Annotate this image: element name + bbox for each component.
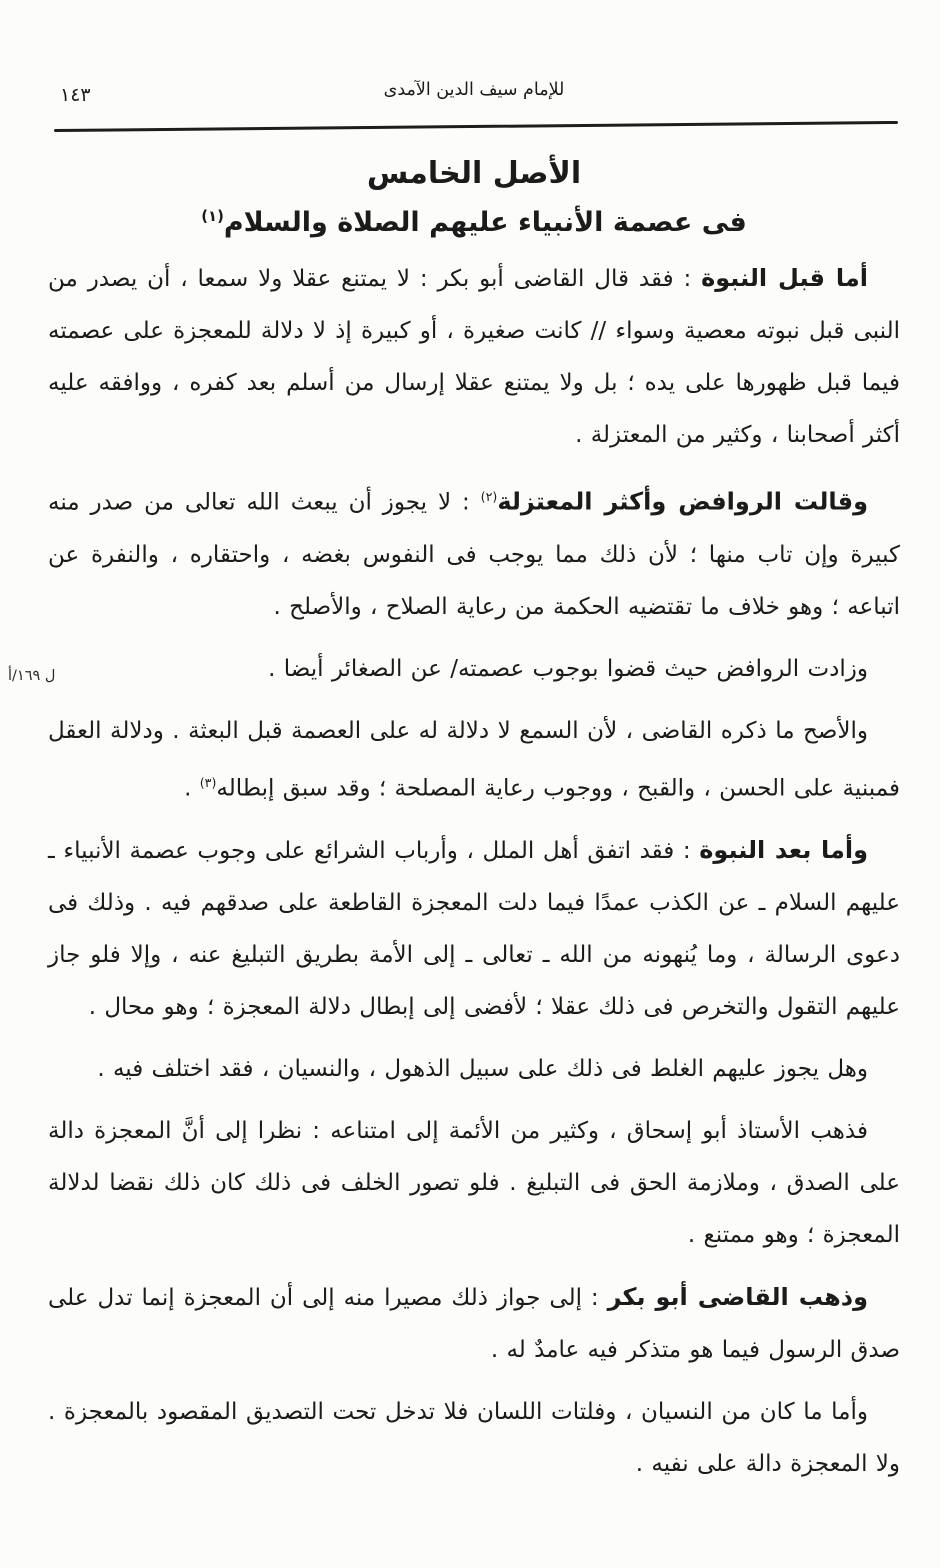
paragraph-text: : فقد اتفق أهل الملل ، وأرباب الشرائع على وجوب عصمة الأنبياء ـ عليهم السلام ـ عن الكذب عمدًا فيما دلت المعجزة القاطعة على صدقهم فيه . وذلك فى دعوى الرسالة ، وما يُنهونه من الله ـ تعالى ـ إلى الأمة بطريق التبليغ عنه ، وإلا فلو جاز عليهم التقول والتخرص فى ذلك عقلا ؛ لأفضى إلى إبطال دلالة المعجزة ؛ وهو محال . bbox=[48, 838, 900, 1021]
footnote-marker-1: (١) bbox=[201, 207, 224, 225]
chapter-subtitle-text: فى عصمة الأنبياء عليهم الصلاة والسلام bbox=[223, 207, 747, 238]
paragraph-preferred-view bbox=[48, 705, 900, 815]
chapter-subtitle bbox=[48, 207, 900, 238]
paragraph-lead: أما قبل النبوة bbox=[701, 264, 868, 292]
header-rule bbox=[54, 122, 898, 130]
paragraph-after-prophethood bbox=[48, 824, 900, 1033]
paragraph-text: وأما ما كان من النسيان ، وفلتات اللسان فلا تدخل تحت التصديق المقصود بالمعجزة . ولا المعجزة دالة على نفيه . bbox=[48, 1399, 900, 1478]
folio-margin-note: ل ١٦٩/أ bbox=[8, 668, 56, 684]
paragraph-text: فذهب الأستاذ أبو إسحاق ، وكثير من الأئمة إلى امتناعه : نظرا إلى أنَّ المعجزة دالة على الصدق ، وملازمة الحق فى التبليغ . فلو تصور الخلف فى ذلك كان ذلك نقضا لدلالة المعجزة ؛ وهو ممتنع . bbox=[48, 1118, 900, 1249]
paragraph-forgetfulness bbox=[48, 1386, 900, 1490]
paragraph-text: : إلى جواز ذلك مصيرا منه إلى أن المعجزة إنما تدل على صدق الرسول فيما هو متذكر فيه عامدٌ له . bbox=[48, 1285, 900, 1364]
running-title: للإمام سيف الدين الآمدى bbox=[383, 80, 565, 100]
paragraph-qadi-abu-bakr-view bbox=[48, 1271, 900, 1376]
paragraph-rawafid-addition bbox=[48, 643, 900, 695]
paragraph-text: وهل يجوز عليهم الغلط فى ذلك على سبيل الذهول ، والنسيان ، فقد اختلف فيه . bbox=[97, 1056, 868, 1083]
footnote-marker-3: (٣) bbox=[199, 774, 217, 790]
paragraph-lead: وقالت الروافض وأكثر المعتزلة bbox=[497, 487, 868, 516]
paragraph-lead: وأما بعد النبوة bbox=[699, 836, 869, 865]
running-head bbox=[48, 78, 900, 120]
paragraph-lead: وذهب القاضى أبو بكر bbox=[607, 1283, 868, 1312]
footnote-marker-2: (٢) bbox=[480, 489, 498, 504]
paragraph-abu-ishaq-view bbox=[48, 1105, 900, 1261]
paragraph-text: : فقد قال القاضى أبو بكر : لا يمتنع عقلا ولا سمعا ، أن يصدر من النبى قبل نبوته معصية وسواء // كانت صغيرة ، أو كبيرة إذ لا دلالة للمعجزة على عصمته فيما قبل ظهورها على يده ؛ بل ولا يمتنع عقلا إرسال من أسلم بعد كفره ، ووافقه عليه أكثر أصحابنا ، وكثير من المعتزلة . bbox=[48, 266, 900, 448]
paragraph-text: والأصح ما ذكره القاضى ، لأن السمع لا دلالة له على العصمة قبل البعثة . ودلالة العقل فمبنية على الحسن ، والقبح ، ووجوب رعاية المصلحة ؛ وقد سبق إبطاله bbox=[48, 717, 900, 802]
paragraph-before-prophethood bbox=[48, 252, 900, 461]
header-rule-line bbox=[54, 121, 898, 132]
paragraph-text: وزادت الروافض حيث قضوا بوجوب عصمته/ عن الصغائر أيضا . bbox=[268, 655, 868, 682]
paragraph-error-question bbox=[48, 1043, 900, 1095]
paragraph-tail: . bbox=[184, 775, 200, 802]
paragraph-rawafid-mutazila bbox=[48, 471, 900, 633]
paragraph-text: : لا يجوز أن يبعث الله تعالى من صدر منه كبيرة وإن تاب منها ؛ لأن ذلك مما يوجب فى النفوس بغضه ، واحتقاره ، والنفرة عن اتباعه ؛ وهو خلاف ما تقتضيه الحكمة من رعاية الصلاح ، والأصلح . bbox=[48, 489, 900, 620]
page-number: ١٤٣ bbox=[60, 84, 91, 106]
body-text bbox=[48, 252, 900, 1490]
chapter-title: الأصل الخامس bbox=[366, 156, 582, 191]
